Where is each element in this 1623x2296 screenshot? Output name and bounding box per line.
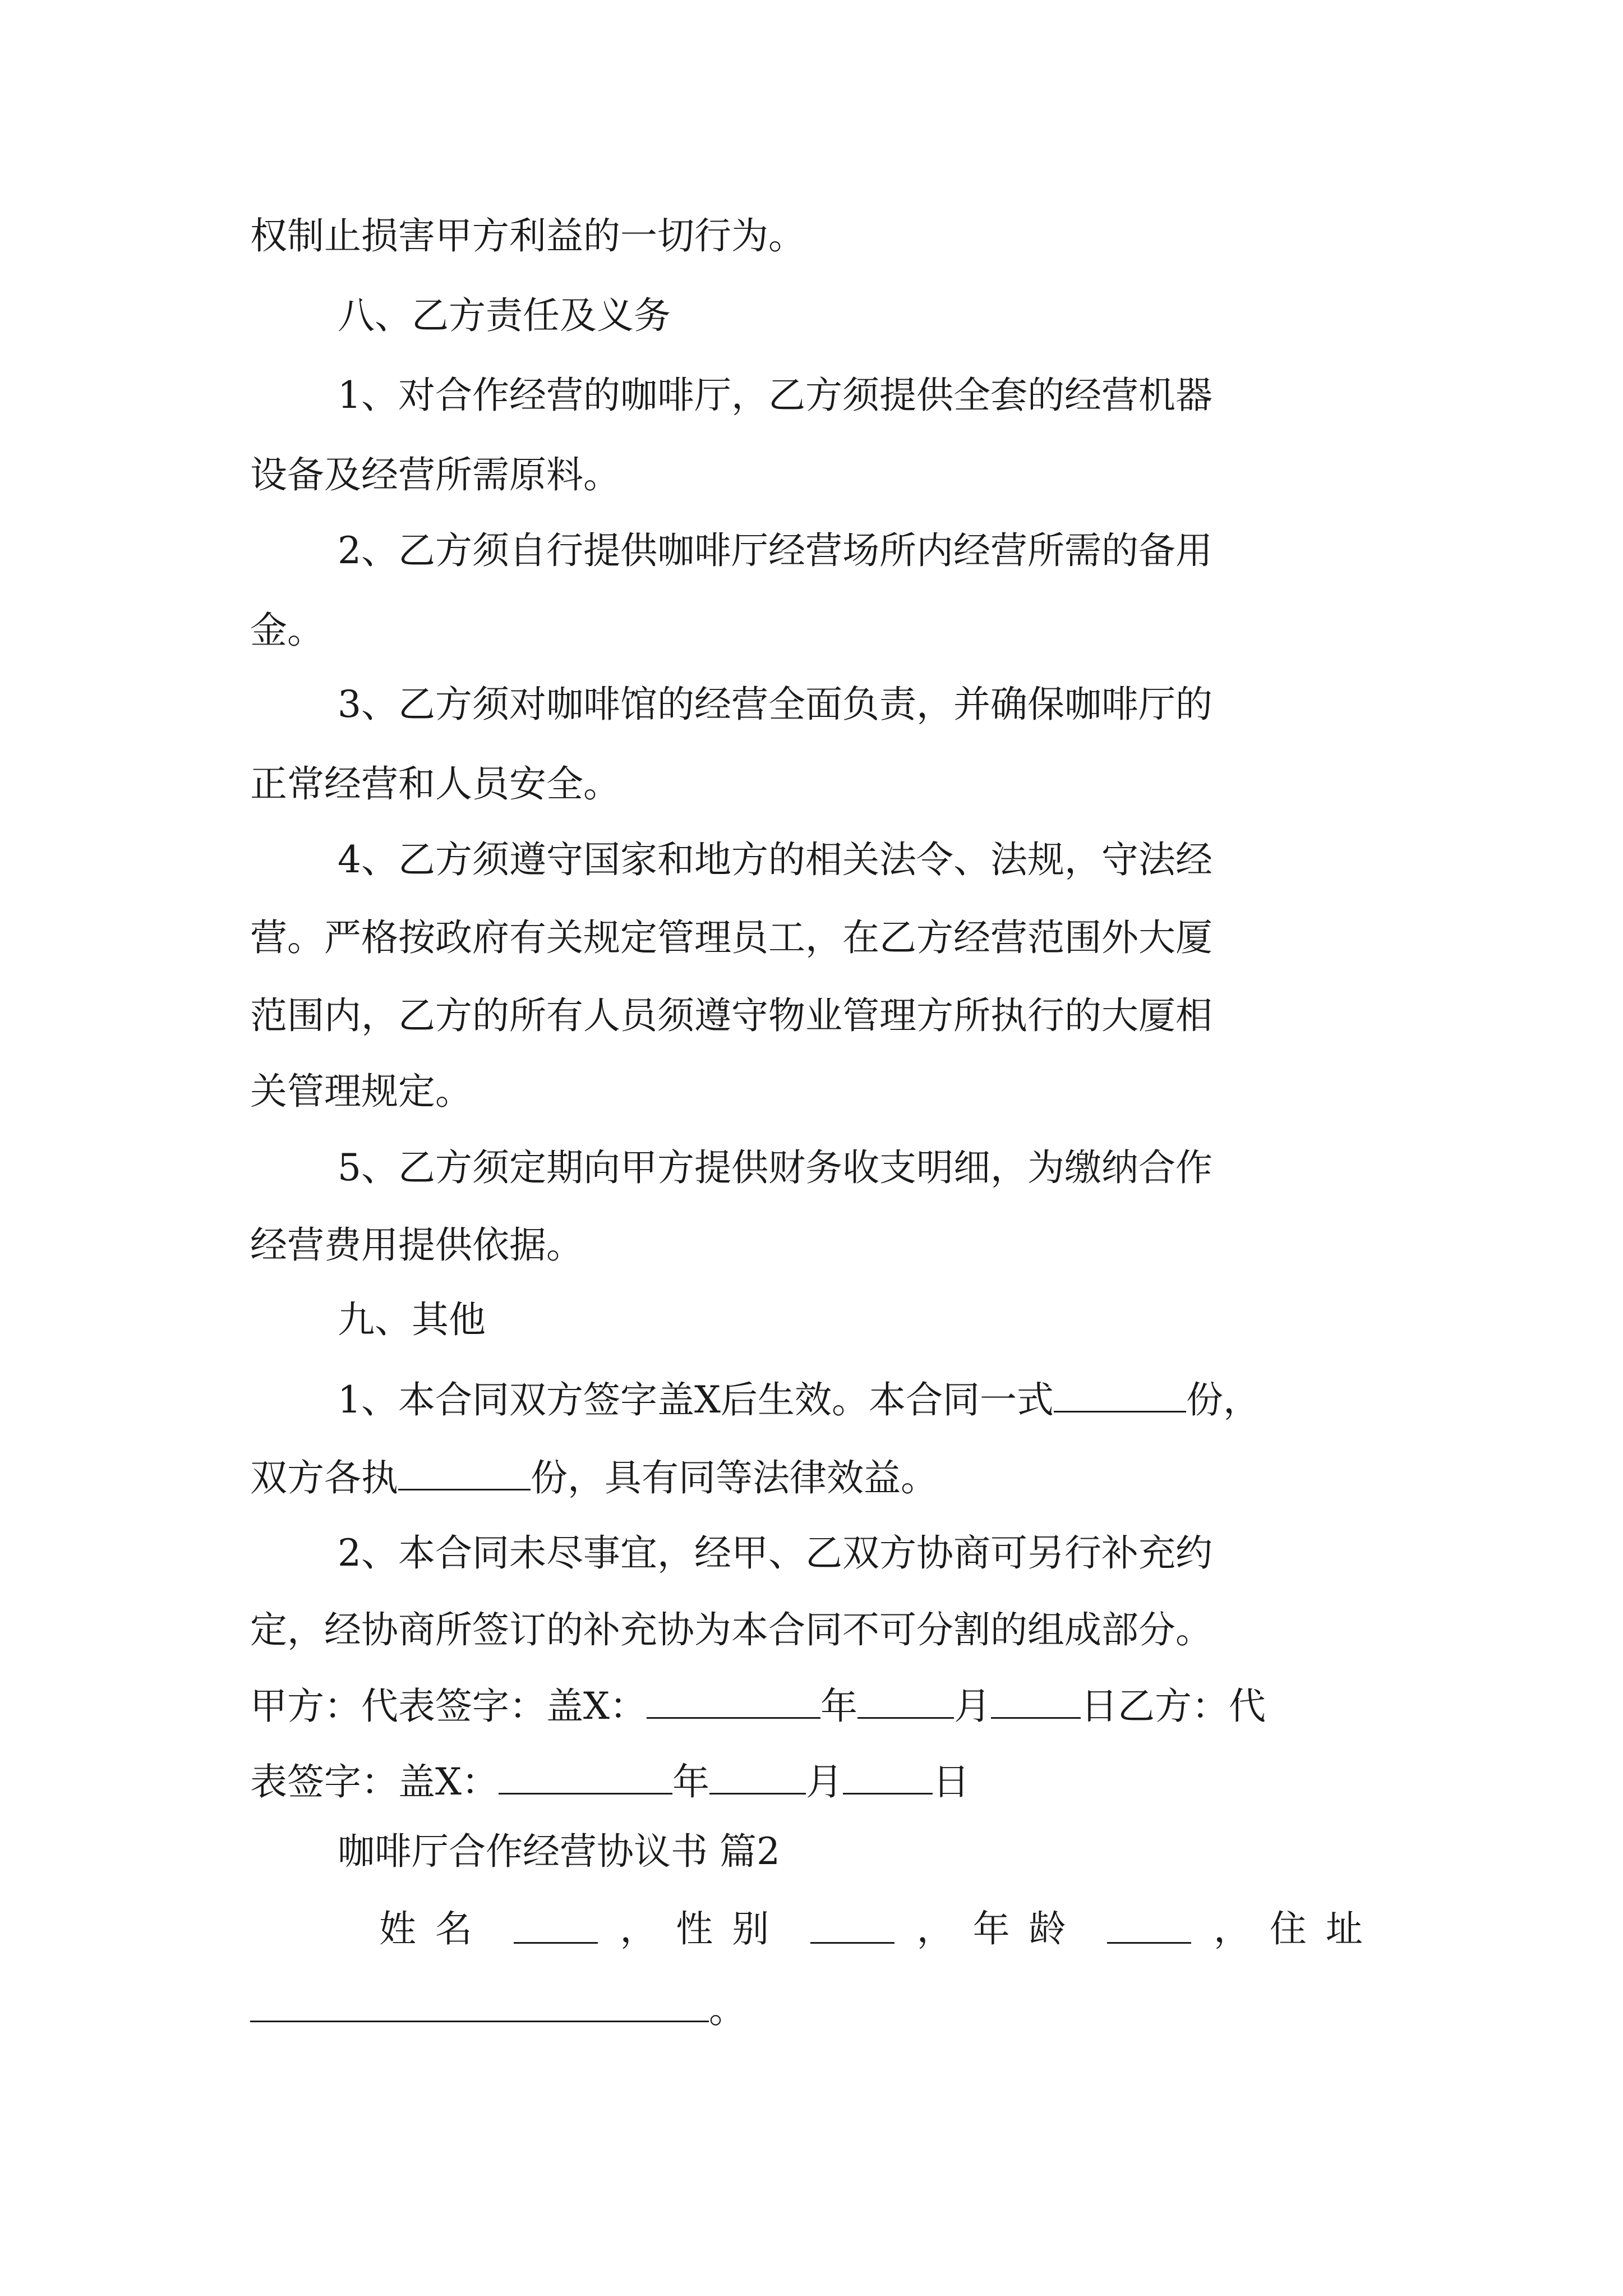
address-line	[250, 1977, 746, 2039]
clause-9-1-continued	[250, 1445, 938, 1507]
address-label: ，住址	[1213, 1907, 1382, 1950]
clause-9-1	[338, 1367, 1260, 1429]
year-label: 年	[820, 1685, 857, 1728]
clause-text: 双方各执	[250, 1456, 398, 1499]
text-line: 2、乙方须自行提供咖啡厅经营场所内经营所需的备用	[338, 529, 1212, 572]
section-title: 咖啡厅合作经营协议书 篇2	[338, 1830, 780, 1873]
year-label: 年	[672, 1760, 709, 1803]
text-line: 营。严格按政府有关规定管理员工，在乙方经营范围外大厦	[250, 916, 1212, 959]
gender-label: ，性别	[620, 1907, 789, 1950]
text-line: 范围内，乙方的所有人员须遵守物业管理方所执行的大厦相	[250, 994, 1212, 1037]
text-line: 经营费用提供依据。	[250, 1223, 583, 1267]
address-end: 。	[709, 1988, 746, 2031]
year-blank	[499, 1749, 672, 1795]
text-line: 金。	[250, 609, 324, 652]
clause-text: 份，	[1186, 1378, 1260, 1421]
text-line: 1、对合作经营的咖啡厅，乙方须提供全套的经营机器	[338, 374, 1212, 417]
day-blank	[991, 1673, 1081, 1719]
section-heading-9: 九、其他	[338, 1298, 486, 1341]
day-blank	[843, 1749, 933, 1795]
party-b-label: 表签字：盖X：	[250, 1760, 499, 1803]
clause-text: 份，具有同等法律效益。	[531, 1456, 938, 1499]
name-blank	[514, 1898, 598, 1944]
day-party-b-label: 日乙方：代	[1081, 1685, 1266, 1728]
signature-line-party-a	[250, 1673, 1266, 1735]
gender-blank	[810, 1898, 895, 1944]
signature-line-party-b	[250, 1749, 970, 1811]
month-blank	[709, 1749, 806, 1795]
copies-each-blank	[398, 1445, 531, 1490]
text-line: 4、乙方须遵守国家和地方的相关法令、法规，守法经	[338, 838, 1212, 881]
section-heading-8: 八、乙方责任及义务	[338, 294, 671, 337]
text-line: 权制止损害甲方利益的一切行为。	[250, 214, 805, 257]
year-blank	[647, 1673, 820, 1719]
party-a-label: 甲方：代表签字：盖X：	[250, 1685, 647, 1728]
clause-text: 1、本合同双方签字盖X后生效。本合同一式	[338, 1378, 1054, 1421]
text-line: 关管理规定。	[250, 1070, 472, 1113]
text-line: 3、乙方须对咖啡馆的经营全面负责，并确保咖啡厅的	[338, 683, 1212, 726]
month-label: 月	[806, 1760, 843, 1803]
age-label: ，年龄	[916, 1907, 1085, 1950]
month-blank	[857, 1673, 954, 1719]
address-blank	[250, 1977, 709, 2022]
copies-total-blank	[1054, 1367, 1186, 1412]
personal-info-line	[379, 1898, 1382, 1960]
age-blank	[1107, 1898, 1191, 1944]
text-line: 定，经协商所签订的补充协为本合同不可分割的组成部分。	[250, 1608, 1212, 1651]
text-line: 5、乙方须定期向甲方提供财务收支明细，为缴纳合作	[338, 1146, 1212, 1189]
text-line: 设备及经营所需原料。	[250, 453, 620, 496]
month-label: 月	[954, 1685, 991, 1728]
day-label: 日	[933, 1760, 970, 1803]
name-label: 姓名	[379, 1907, 491, 1950]
text-line: 正常经营和人员安全。	[250, 762, 620, 806]
text-line: 2、本合同未尽事宜，经甲、乙双方协商可另行补充约	[338, 1531, 1212, 1575]
